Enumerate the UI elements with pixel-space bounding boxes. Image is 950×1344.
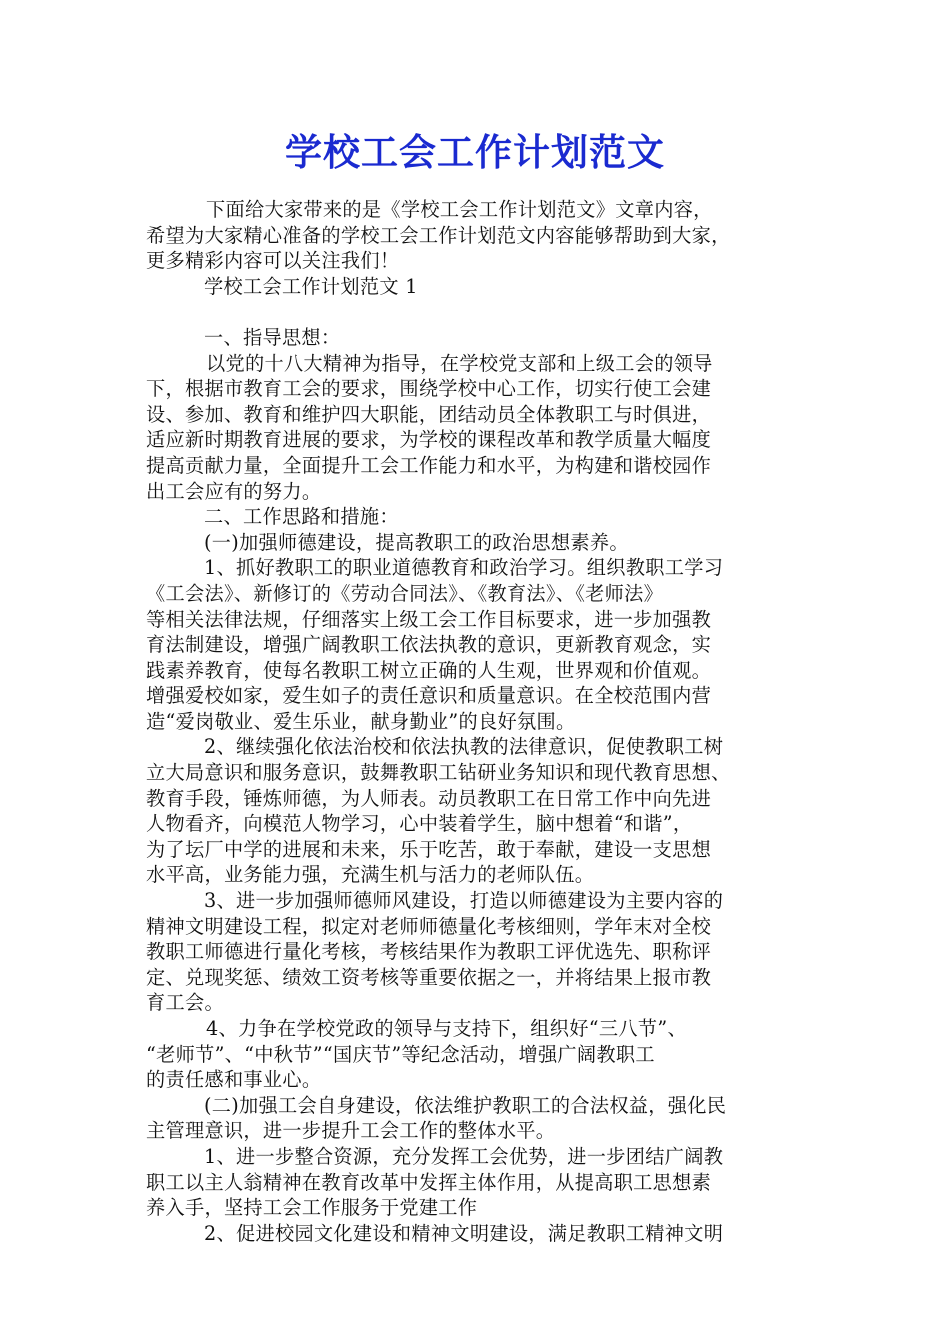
paragraph-line: 适应新时期教育进展的要求，为学校的课程改革和教学质量大幅度 [146,428,712,452]
paragraph-line: 水平高，业务能力强，充满生机与活力的老师队伍。 [146,863,595,887]
paragraph-line: 为了坛厂中学的进展和未来，乐于吃苦，敢于奉献，建设一支思想 [146,837,712,861]
paragraph-line: 《工会法》、新修订的《劳动合同法》、《教育法》、《老师法》 [146,581,664,605]
paragraph-line: 出工会应有的努力。 [146,479,322,503]
paragraph-line: 以党的十八大精神为指导，在学校党支部和上级工会的领导 [206,351,713,375]
paragraph-line: 造“爱岗敬业、爱生乐业，献身勤业”的良好氛围。 [146,709,576,733]
document-body [146,197,810,1246]
paragraph-line: 增强爱校如家，爱生如子的责任意识和质量意识。在全校范围内营 [146,684,712,708]
paragraph-line: 下面给大家带来的是《学校工会工作计划范文》文章内容， [206,198,713,221]
section-heading: 学校工会工作计划范文 1 [204,274,418,298]
paragraph-line: 主管理意识，进一步提升工会工作的整体水平。 [146,1119,556,1143]
paragraph-line: 1、进一步整合资源，充分发挥工会优势，进一步团结广阔教 [204,1144,724,1168]
paragraph-line: 等相关法律法规，仔细落实上级工会工作目标要求，进一步加强教 [146,607,712,631]
paragraph-line: 更多精彩内容可以关注我们！ [146,249,400,273]
blank-line [146,299,810,325]
paragraph-line: 践素养教育，使每名教职工树立正确的人生观，世界观和价值观。 [146,658,712,682]
paragraph-line: 定、兑现奖惩、绩效工资考核等重要依据之一，并将结果上报市教 [146,965,712,989]
paragraph-line: 立大局意识和服务意识，鼓舞教职工钻研业务知识和现代教育思想、 [146,761,731,785]
paragraph-line: 养入手，坚持工会工作服务于党建工作 [146,1196,478,1220]
paragraph-line: 2、继续强化依法治校和依法执教的法律意识，促使教职工树 [204,735,724,759]
paragraph-line: 2、促进校园文化建设和精神文明建设，满足教职工精神文明 [204,1221,724,1245]
section-heading: 二、工作思路和措施： [204,505,399,529]
paragraph-line: 精神文明建设工程，拟定对老师师德量化考核细则，学年末对全校 [146,914,712,938]
document-title: 学校工会工作计划范文 [285,130,665,174]
paragraph-line: 1、抓好教职工的职业道德教育和政治学习。组织教职工学习 [204,556,724,580]
paragraph-line: 教育手段，锤炼师德，为人师表。动员教职工在日常工作中向先进 [146,786,712,810]
paragraph-line: 下，根据市教育工会的要求，围绕学校中心工作，切实行使工会建 [146,377,712,401]
paragraph-line: 育法制建设，增强广阔教职工依法执教的意识，更新教育观念，实 [146,633,712,657]
paragraph-line: 的责任感和事业心。 [146,1068,322,1092]
paragraph-line: 设、参加、教育和维护四大职能，团结动员全体教职工与时俱进， [146,402,712,426]
paragraph-line: 3、进一步加强师德师风建设，打造以师德建设为主要内容的 [204,889,724,913]
section-heading: 一、指导思想： [204,325,341,349]
paragraph-line: 育工会。 [146,991,224,1015]
paragraph-line: “老师节”、“中秋节”“国庆节”等纪念活动，增强广阔教职工 [146,1042,655,1066]
paragraph-line: 教职工师德进行量化考核，考核结果作为教职工评优选先、职称评 [146,940,712,964]
paragraph-line: 希望为大家精心准备的学校工会工作计划范文内容能够帮助到大家， [146,223,731,247]
subsection-heading: (二)加强工会自身建设，依法维护教职工的合法权益，强化民 [204,1093,727,1117]
paragraph-line: 人物看齐，向模范人物学习，心中装着学生，脑中想着“和谐”， [146,812,693,836]
paragraph-line: 4、力争在学校党政的领导与支持下，组织好“三八节”、 [206,1017,687,1040]
subsection-heading: (一)加强师德建设，提高教职工的政治思想素养。 [204,530,629,554]
paragraph-line: 职工以主人翁精神在教育改革中发挥主体作用，从提高职工思想素 [146,1170,712,1194]
paragraph-line: 提高贡献力量，全面提升工会工作能力和水平，为构建和谐校园作 [146,453,712,477]
